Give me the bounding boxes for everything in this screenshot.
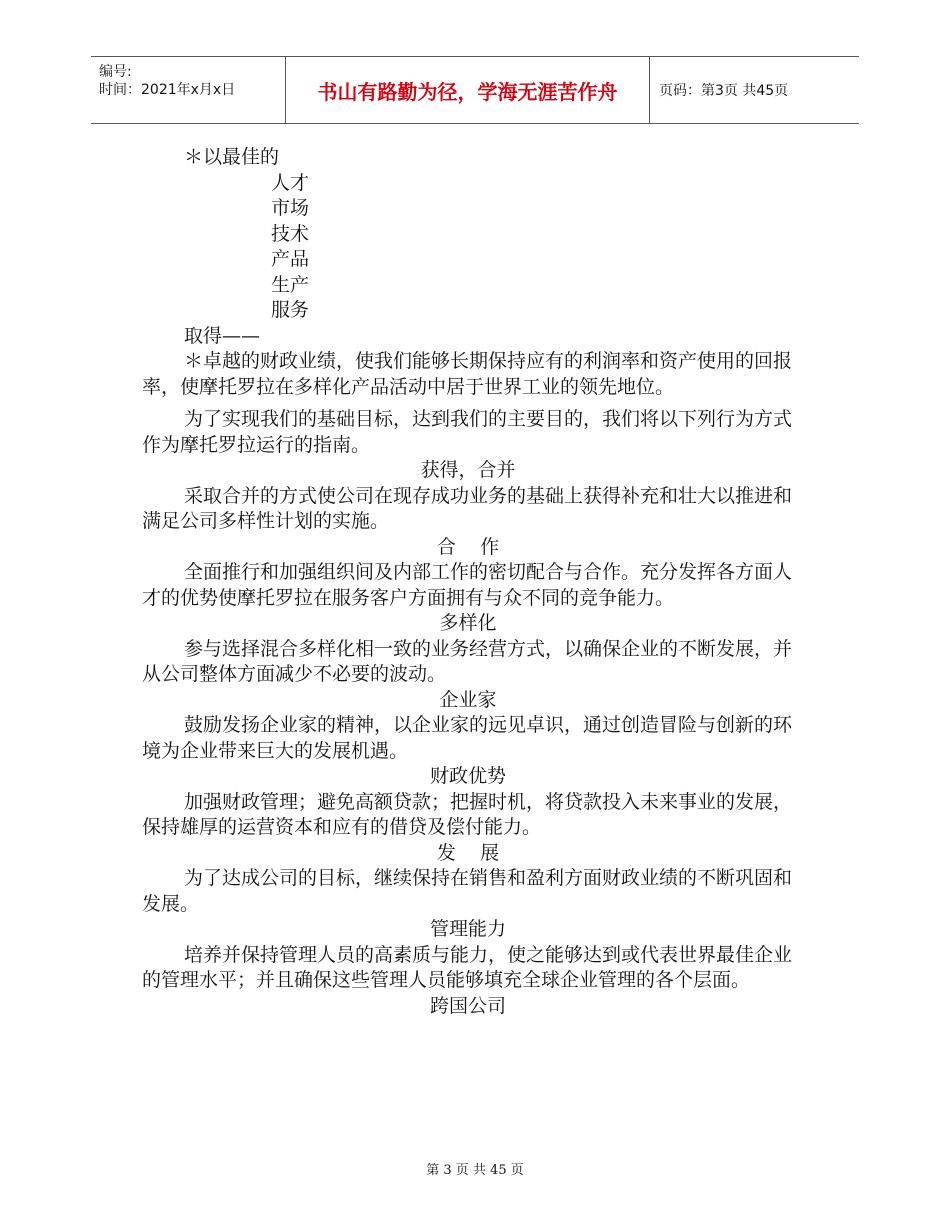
paragraph-performance: ＊卓越的财政业绩，使我们能够长期保持应有的利润率和资产使用的回报率，使摩托罗拉在多样化产品活动中居于世界工业的领先地位。 xyxy=(142,350,793,398)
section-heading: 跨国公司 xyxy=(429,994,506,1017)
intro-line: ＊以最佳的 xyxy=(184,146,280,168)
paragraph-guidance: 为了实现我们的基础目标，达到我们的主要目的，我们将以下列行为方式作为摩托罗拉运行的指南。 xyxy=(142,408,793,456)
section-text: 鼓励发扬企业家的精神，以企业家的远见卓识，通过创造冒险与创新的环境为企业带来巨大的发展机遇。 xyxy=(142,714,793,762)
section-heading: 多样化 xyxy=(439,612,497,634)
list-item: 市场 xyxy=(271,197,310,219)
section-text: 加强财政管理；避免高额贷款；把握时机，将贷款投入未来事业的发展，保持雄厚的运营资本和应有的借贷及偿付能力。 xyxy=(142,790,793,838)
header-page-label: 页码：第3页 共45页 xyxy=(659,83,789,99)
section-text: 培养并保持管理人员的高素质与能力，使之能够达到或代表世界最佳企业的管理水平；并且确保这些管理人员能够填充全球企业管理的各个层面。 xyxy=(142,943,793,991)
section-heading: 发 展 xyxy=(436,841,500,864)
list-item: 技术 xyxy=(271,222,310,245)
time-label: 时间：2021年x月x日 xyxy=(99,82,236,98)
header-motto: 书山有路勤为径，学海无涯苦作舟 xyxy=(285,57,650,123)
section-heading: 管理能力 xyxy=(429,918,506,940)
section-heading: 财政优势 xyxy=(429,765,506,787)
section-heading: 合 作 xyxy=(436,535,500,558)
section-heading: 获得，合并 xyxy=(420,459,516,481)
document-body xyxy=(142,145,794,1019)
obtain-line: 取得—— xyxy=(184,324,261,347)
section-text: 为了达成公司的目标，继续保持在销售和盈利方面财政业绩的不断巩固和发展。 xyxy=(142,867,793,915)
section-heading: 企业家 xyxy=(439,688,497,711)
list-item: 产品 xyxy=(271,248,310,270)
page-footer: 第 3 页 共 45 页 xyxy=(426,1163,524,1178)
list-item: 生产 xyxy=(271,273,310,296)
section-text: 全面推行和加强组织间及内部工作的密切配合与合作。充分发挥各方面人才的优势使摩托罗拉在服务客户方面拥有与众不同的竞争能力。 xyxy=(142,561,793,609)
section-text: 参与选择混合多样化相一致的业务经营方式，以确保企业的不断发展，并从公司整体方面减少不必要的波动。 xyxy=(142,637,793,685)
number-label: 编号: xyxy=(99,64,132,80)
document-header xyxy=(91,56,859,124)
section-text: 采取合并的方式使公司在现存成功业务的基础上获得补充和壮大以推进和满足公司多样性计划的实施。 xyxy=(142,484,793,532)
header-meta-cell xyxy=(91,57,285,123)
list-item: 服务 xyxy=(271,299,310,321)
list-item: 人才 xyxy=(271,171,310,194)
